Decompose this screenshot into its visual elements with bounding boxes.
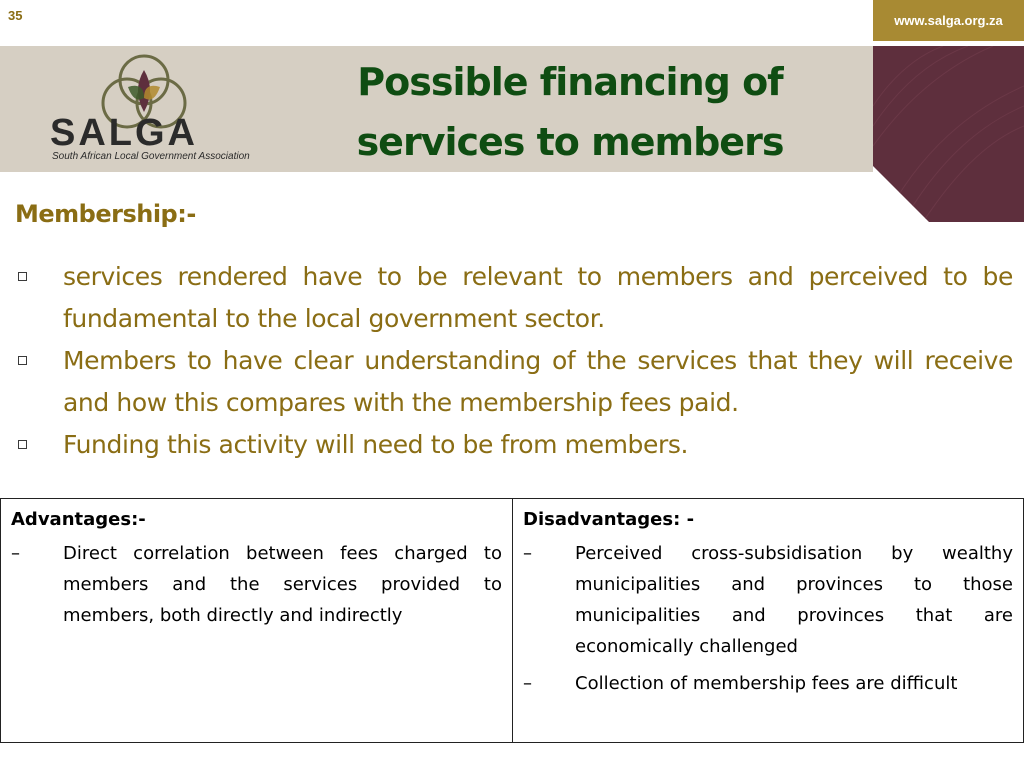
square-bullet-icon bbox=[18, 272, 27, 281]
logo-wordmark: SALGA bbox=[50, 112, 198, 154]
dash-bullet-icon: – bbox=[523, 673, 532, 694]
dash-bullet-icon: – bbox=[523, 543, 532, 564]
decorative-maroon-block bbox=[873, 46, 1024, 222]
logo-subtitle: South African Local Government Association bbox=[52, 151, 250, 162]
bullet-item bbox=[15, 424, 1013, 466]
page-title-line2: services to members bbox=[356, 120, 784, 164]
website-url[interactable] bbox=[873, 0, 1024, 41]
bullet-item bbox=[15, 256, 1013, 340]
bullet-text: Funding this activity will need to be from members. bbox=[63, 430, 689, 459]
disadvantages-cell bbox=[513, 499, 1023, 742]
advantage-item bbox=[11, 538, 502, 631]
square-bullet-icon bbox=[18, 356, 27, 365]
bullet-list bbox=[15, 256, 1013, 466]
slide-number: 35 bbox=[8, 8, 23, 23]
disadvantage-item bbox=[523, 538, 1013, 662]
advantages-cell bbox=[1, 499, 513, 742]
bullet-item bbox=[15, 340, 1013, 424]
disadvantage-item bbox=[523, 668, 1013, 699]
disadvantage-text: Collection of membership fees are difficult bbox=[575, 673, 958, 694]
section-heading: Membership:- bbox=[15, 200, 196, 228]
dash-bullet-icon: – bbox=[11, 543, 20, 564]
website-url-text: www.salga.org.za bbox=[894, 13, 1003, 28]
page-title bbox=[300, 52, 840, 172]
advantage-text: Direct correlation between fees charged to members and the services provided to members, both directly and indirectly bbox=[63, 543, 502, 626]
bullet-text: Members to have clear understanding of the services that they will receive and how this compares with the membership fees paid. bbox=[63, 346, 1013, 417]
bullet-text: services rendered have to be relevant to members and perceived to be fundamental to the local government sector. bbox=[63, 262, 1013, 333]
square-bullet-icon bbox=[18, 440, 27, 449]
advantages-heading: Advantages:- bbox=[11, 509, 146, 530]
disadvantage-text: Perceived cross-subsidisation by wealthy municipalities and provinces to those municipalities and provinces that are economically challenged bbox=[575, 543, 1013, 657]
pros-cons-table bbox=[0, 498, 1024, 743]
disadvantages-heading: Disadvantages: - bbox=[523, 509, 695, 530]
page-title-line1: Possible financing of bbox=[357, 60, 783, 104]
